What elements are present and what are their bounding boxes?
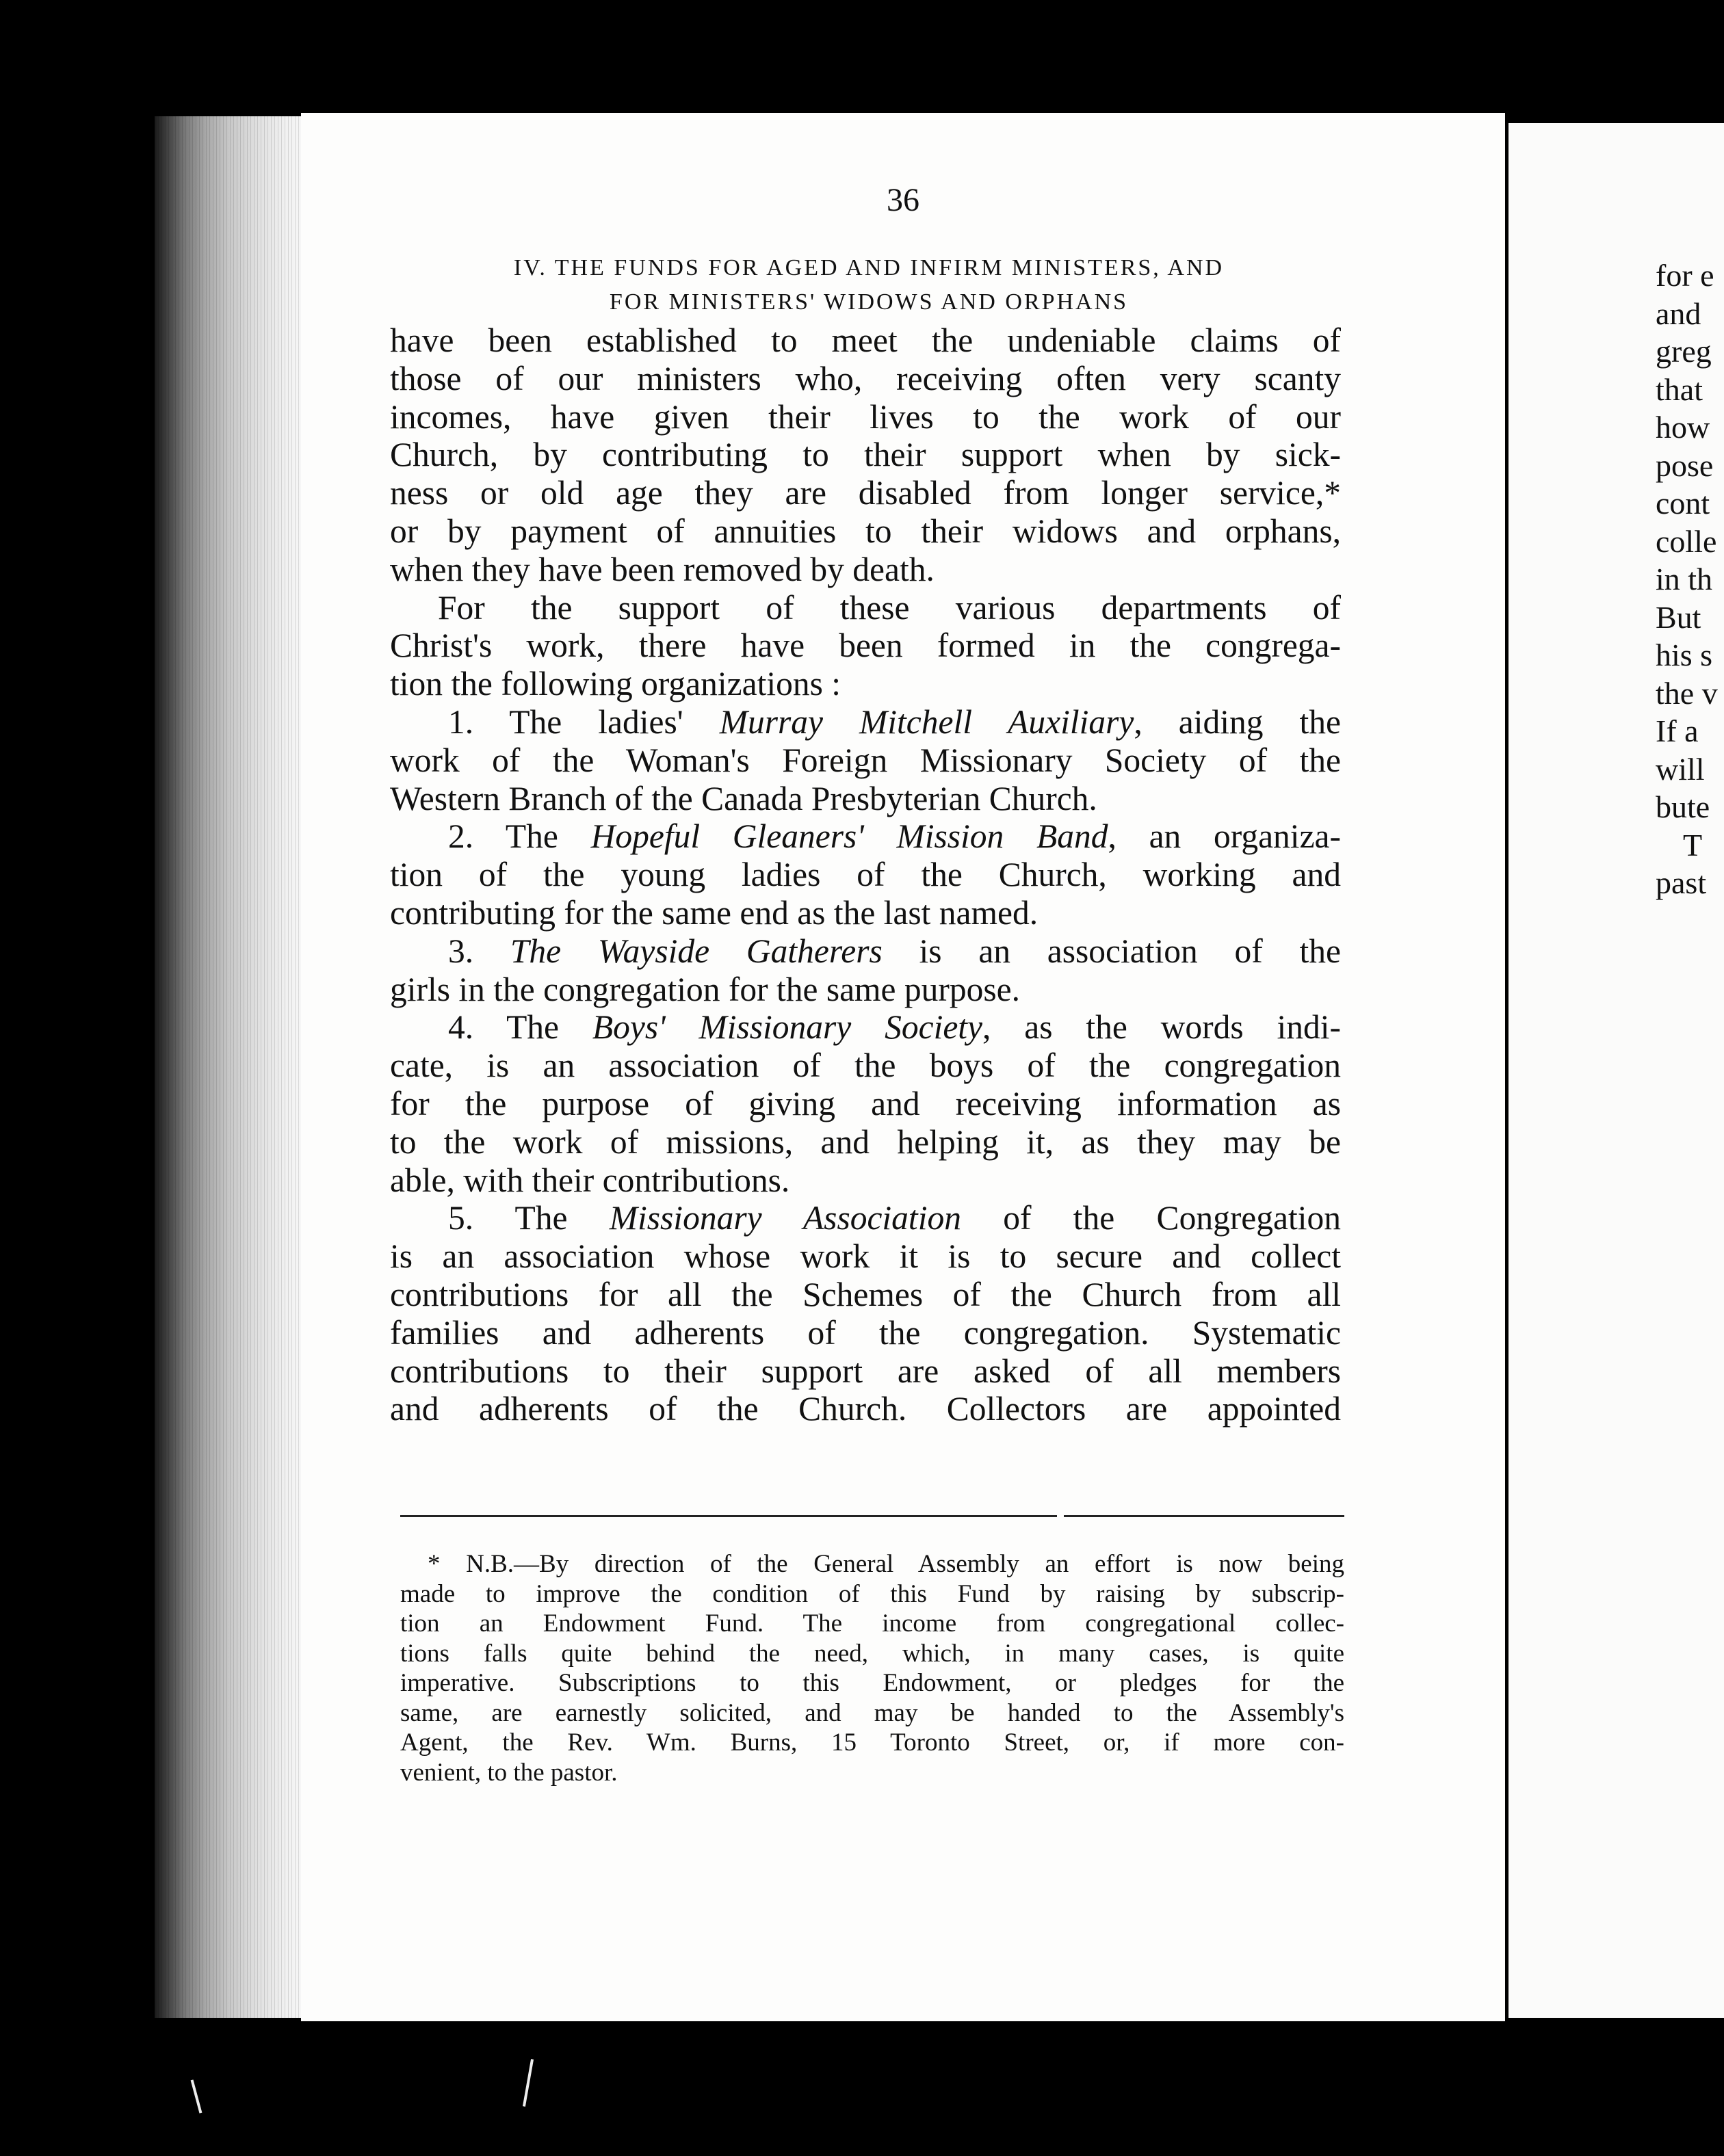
footnote-line: tions falls quite behind the need, which, in many cases, is quite	[400, 1639, 1344, 1668]
facing-page-line: that	[1656, 371, 1703, 407]
facing-page-line: in th	[1656, 562, 1713, 596]
facing-page-line: the v	[1656, 675, 1718, 711]
body-line: contributing for the same end as the last named.	[390, 893, 1039, 932]
body-line: have been established to meet the undeniable claims of	[390, 321, 1341, 359]
facing-page-line: and	[1656, 295, 1701, 331]
list-item-3-line	[390, 932, 1341, 971]
book-page	[301, 113, 1505, 2021]
section-heading-line-1: IV. THE FUNDS FOR AGED AND INFIRM MINISTERS, AND	[513, 255, 1225, 280]
body-line: cate, is an association of the boys of the congregation	[390, 1047, 1341, 1085]
list-item-5-line	[390, 1199, 1341, 1237]
footnote-line: venient, to the pastor.	[400, 1758, 618, 1787]
footnote-line: * N.B.—By direction of the General Assembly an effort is now being	[428, 1550, 1344, 1578]
footnote-divider-right	[1064, 1515, 1344, 1517]
facing-page-line: past	[1656, 865, 1707, 900]
body-line: or by payment of annuities to their widows and orphans,	[390, 512, 1341, 550]
body-line: incomes, have given their lives to the work of our	[390, 397, 1341, 436]
body-line: when they have been removed by death.	[390, 550, 935, 588]
facing-page-line: his s	[1656, 637, 1713, 672]
facing-page-line: pose	[1656, 447, 1714, 483]
footnote-line: made to improve the condition of this Fund by raising by subscrip-	[400, 1579, 1344, 1608]
facing-page-line: But	[1656, 599, 1701, 635]
body-line: to the work of missions, and helping it, as they may be	[390, 1122, 1341, 1161]
body-line: Church, by contributing to their support when by sick-	[390, 436, 1341, 474]
facing-page-line: bute	[1656, 789, 1710, 824]
body-line: For the support of these various departments of	[438, 588, 1341, 627]
list-item-3-prefix: 3.	[448, 932, 510, 970]
list-item-1-suffix: , aiding the	[1134, 702, 1341, 741]
facing-page-line: colle	[1656, 523, 1717, 559]
list-item-4-suffix: , as the words indi-	[982, 1008, 1341, 1047]
facing-page-text	[1656, 257, 1718, 902]
facing-page-line: If a	[1656, 713, 1699, 748]
list-item-2-suffix: , an organiza-	[1108, 817, 1341, 856]
facing-page-line: greg	[1656, 334, 1712, 369]
body-line: those of our ministers who, receiving often very scanty	[390, 359, 1341, 397]
body-line: ness or old age they are disabled from longer service,*	[390, 474, 1341, 512]
scan-speck	[191, 2079, 203, 2113]
list-item-5-suffix: of the Congregation	[961, 1199, 1341, 1237]
facing-page-line: cont	[1656, 486, 1710, 521]
facing-page-line: how	[1656, 410, 1710, 445]
body-line: and adherents of the Church. Collectors are appointed	[390, 1390, 1341, 1428]
list-item-4-name: Boys' Missionary Society	[592, 1008, 983, 1047]
body-line: tion of the young ladies of the Church, working and	[390, 856, 1341, 894]
body-line: contributions to their support are asked of all members	[390, 1352, 1341, 1390]
body-line: Christ's work, there have been formed in the congrega-	[390, 627, 1341, 665]
body-line: work of the Woman's Foreign Missionary Society of the	[390, 741, 1341, 779]
list-item-4-line	[390, 1008, 1341, 1047]
body-line: for the purpose of giving and receiving information as	[390, 1084, 1341, 1122]
list-item-3-name: The Wayside Gatherers	[510, 932, 883, 970]
body-line: families and adherents of the congregation. Systematic	[390, 1313, 1341, 1352]
footnote-line: tion an Endowment Fund. The income from congregational collec-	[400, 1609, 1344, 1638]
body-line: is an association whose work it is to secure and collect	[390, 1237, 1341, 1276]
page-number: 36	[887, 182, 919, 218]
list-item-2-prefix: 2. The	[448, 817, 591, 856]
list-item-3-suffix: is an association of the	[882, 932, 1342, 970]
facing-page-line: will	[1656, 751, 1705, 787]
facing-page-line: T	[1683, 827, 1703, 863]
page-edge-stack	[155, 116, 312, 2018]
list-item-2-name: Hopeful Gleaners' Mission Band	[590, 817, 1108, 856]
list-item-5-name: Missionary Association	[609, 1199, 961, 1237]
list-item-1-line	[390, 703, 1341, 741]
body-line: able, with their contributions.	[390, 1161, 790, 1199]
footnote-line: same, are earnestly solicited, and may be handed to the Assembly's	[400, 1698, 1344, 1727]
facing-page-fragment	[1508, 123, 1724, 2018]
footnote	[400, 1549, 1344, 1787]
body-line: contributions for all the Schemes of the Church from all	[390, 1275, 1341, 1313]
footnote-divider-left	[400, 1515, 1057, 1517]
facing-page-line: for e	[1656, 258, 1714, 293]
list-item-1-name: Murray Mitchell Auxiliary	[719, 702, 1134, 741]
scan-speck	[523, 2059, 534, 2107]
body-line: Western Branch of the Canada Presbyterian Church.	[390, 779, 1097, 817]
section-heading-line-2: FOR MINISTERS' WIDOWS AND ORPHANS	[609, 289, 1129, 315]
body-text	[390, 321, 1341, 1428]
body-line: tion the following organizations :	[390, 665, 841, 703]
footnote-line: Agent, the Rev. Wm. Burns, 15 Toronto Street, or, if more con-	[400, 1728, 1344, 1757]
body-line: girls in the congregation for the same purpose.	[390, 970, 1020, 1008]
list-item-4-prefix: 4. The	[448, 1008, 592, 1047]
list-item-2-line	[390, 817, 1341, 856]
list-item-5-prefix: 5. The	[448, 1199, 610, 1237]
footnote-line: imperative. Subscriptions to this Endowment, or pledges for the	[400, 1669, 1344, 1697]
list-item-1-prefix: 1. The ladies'	[448, 702, 720, 741]
